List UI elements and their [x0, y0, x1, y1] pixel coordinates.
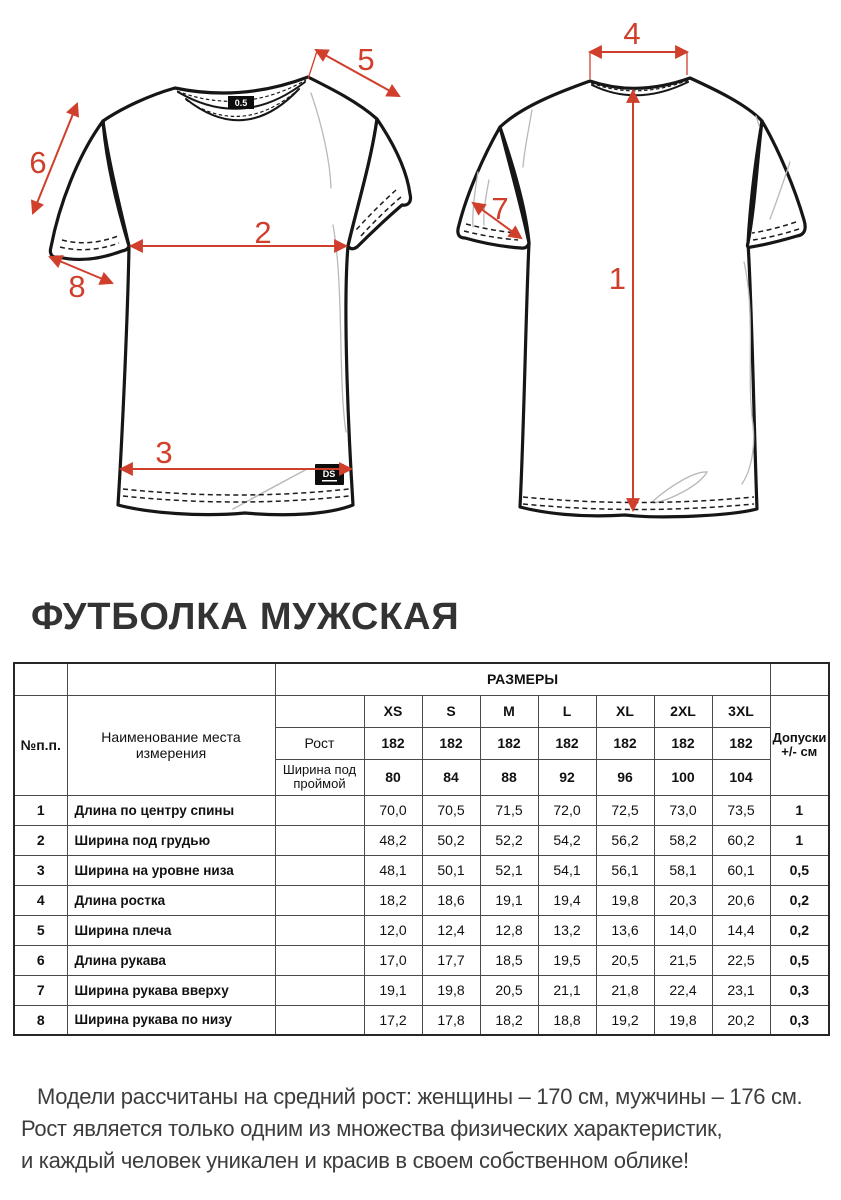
cell-value: 48,1: [364, 855, 422, 885]
size-table: [13, 662, 830, 1036]
cell-value: 18,2: [364, 885, 422, 915]
row-name: Длина ростка: [67, 885, 275, 915]
corner-header-cell: №п.п.: [14, 695, 67, 795]
tolerance-value: 0,5: [770, 945, 829, 975]
empty-cell: [14, 663, 67, 695]
row-number: 2: [14, 825, 67, 855]
footer-line-2: Рост является только одним из множества физических характеристик,: [21, 1115, 723, 1141]
cell-value: 20,5: [480, 975, 538, 1005]
cell-value: 19,8: [654, 1005, 712, 1035]
tshirt-measurement-diagram: [0, 0, 841, 575]
cell-value: 70,0: [364, 795, 422, 825]
underarm-value: 88: [480, 759, 538, 795]
cell-value: 17,7: [422, 945, 480, 975]
cell-value: 12,8: [480, 915, 538, 945]
underarm-value: 84: [422, 759, 480, 795]
row-name: Ширина плеча: [67, 915, 275, 945]
tolerance-header-cell: Допуски +/- см: [770, 695, 829, 795]
cell-value: 58,2: [654, 825, 712, 855]
table-row: [14, 795, 829, 825]
cell-value: 72,5: [596, 795, 654, 825]
row-number: 1: [14, 795, 67, 825]
empty-cell: [275, 915, 364, 945]
cell-value: 18,5: [480, 945, 538, 975]
measure-label-1: 1: [608, 261, 626, 296]
row-name: Ширина рукава по низу: [67, 1005, 275, 1035]
empty-cell: [275, 975, 364, 1005]
cell-value: 20,2: [712, 1005, 770, 1035]
footer-line-1: Модели рассчитаны на средний рост: женщины – 170 см, мужчины – 176 см.: [37, 1084, 803, 1109]
row-name: Длина рукава: [67, 945, 275, 975]
cell-value: 19,8: [422, 975, 480, 1005]
tolerance-value: 0,3: [770, 975, 829, 1005]
row-number: 8: [14, 1005, 67, 1035]
row-name: Длина по центру спины: [67, 795, 275, 825]
growth-value: 182: [596, 727, 654, 759]
size-header-l: L: [538, 695, 596, 727]
underarm-value: 100: [654, 759, 712, 795]
underarm-label-cell: Ширина под проймой: [275, 759, 364, 795]
cell-value: 21,1: [538, 975, 596, 1005]
front-view-drawing: [29, 42, 410, 515]
row-number: 4: [14, 885, 67, 915]
cell-value: 18,2: [480, 1005, 538, 1035]
row-name: Ширина под грудью: [67, 825, 275, 855]
cell-value: 60,1: [712, 855, 770, 885]
footer-line-3: и каждый человек уникален и красив в своем собственном облике!: [21, 1147, 689, 1173]
cell-value: 52,1: [480, 855, 538, 885]
table-header-row: [14, 695, 829, 727]
size-header-xs: XS: [364, 695, 422, 727]
cell-value: 22,5: [712, 945, 770, 975]
tolerance-value: 1: [770, 825, 829, 855]
measure-label-7: 7: [491, 191, 509, 226]
size-header-3xl: 3XL: [712, 695, 770, 727]
cell-value: 18,8: [538, 1005, 596, 1035]
cell-value: 19,8: [596, 885, 654, 915]
cell-value: 20,5: [596, 945, 654, 975]
cell-value: 17,0: [364, 945, 422, 975]
cell-value: 19,4: [538, 885, 596, 915]
size-header-2xl: 2XL: [654, 695, 712, 727]
measure-label-5: 5: [357, 42, 375, 77]
cell-value: 17,8: [422, 1005, 480, 1035]
growth-value: 182: [654, 727, 712, 759]
name-header-cell: Наименование места измерения: [67, 695, 275, 795]
cell-value: 70,5: [422, 795, 480, 825]
size-header-s: S: [422, 695, 480, 727]
cell-value: 20,6: [712, 885, 770, 915]
empty-cell: [275, 1005, 364, 1035]
tolerance-value: 0,2: [770, 915, 829, 945]
cell-value: 14,0: [654, 915, 712, 945]
cell-value: 56,2: [596, 825, 654, 855]
growth-value: 182: [422, 727, 480, 759]
empty-cell: [770, 663, 829, 695]
cell-value: 52,2: [480, 825, 538, 855]
measure-label-6: 6: [29, 145, 47, 180]
cell-value: 60,2: [712, 825, 770, 855]
cell-value: 54,2: [538, 825, 596, 855]
cell-value: 12,4: [422, 915, 480, 945]
cell-value: 21,5: [654, 945, 712, 975]
table-header-row: [14, 663, 829, 695]
cell-value: 18,6: [422, 885, 480, 915]
cell-value: 48,2: [364, 825, 422, 855]
row-name: Ширина на уровне низа: [67, 855, 275, 885]
front-body-outline: [103, 77, 377, 515]
tolerance-value: 0,2: [770, 885, 829, 915]
empty-cell: [275, 885, 364, 915]
cell-value: 20,3: [654, 885, 712, 915]
tolerance-value: 0,3: [770, 1005, 829, 1035]
empty-cell: [275, 945, 364, 975]
table-row: [14, 945, 829, 975]
row-number: 7: [14, 975, 67, 1005]
cell-value: 17,2: [364, 1005, 422, 1035]
growth-value: 182: [712, 727, 770, 759]
size-header-xl: XL: [596, 695, 654, 727]
measure-label-8: 8: [68, 269, 86, 304]
cell-value: 58,1: [654, 855, 712, 885]
measure-label-2: 2: [254, 215, 272, 250]
extension-line: [308, 51, 317, 79]
back-body-outline: [500, 78, 762, 517]
underarm-value: 92: [538, 759, 596, 795]
cell-value: 54,1: [538, 855, 596, 885]
footer-note: [21, 1081, 833, 1177]
cell-value: 13,6: [596, 915, 654, 945]
table-row: [14, 915, 829, 945]
cell-value: 73,0: [654, 795, 712, 825]
page-title: ФУТБОЛКА МУЖСКАЯ: [31, 596, 460, 638]
cell-value: 50,1: [422, 855, 480, 885]
row-name: Ширина рукава вверху: [67, 975, 275, 1005]
back-view-drawing: [458, 16, 805, 517]
cell-value: 56,1: [596, 855, 654, 885]
cell-value: 19,5: [538, 945, 596, 975]
cell-value: 19,1: [364, 975, 422, 1005]
cell-value: 23,1: [712, 975, 770, 1005]
size-header-m: M: [480, 695, 538, 727]
row-number: 5: [14, 915, 67, 945]
growth-value: 182: [538, 727, 596, 759]
measure-label-4: 4: [623, 16, 641, 51]
underarm-value: 104: [712, 759, 770, 795]
empty-cell: [67, 663, 275, 695]
cell-value: 22,4: [654, 975, 712, 1005]
measure-label-3: 3: [155, 435, 173, 470]
table-row: [14, 855, 829, 885]
empty-cell: [275, 825, 364, 855]
table-row: [14, 825, 829, 855]
growth-value: 182: [480, 727, 538, 759]
cell-value: 50,2: [422, 825, 480, 855]
row-number: 6: [14, 945, 67, 975]
underarm-value: 80: [364, 759, 422, 795]
row-number: 3: [14, 855, 67, 885]
cell-value: 72,0: [538, 795, 596, 825]
sizes-header-cell: РАЗМЕРЫ: [275, 663, 770, 695]
cell-value: 71,5: [480, 795, 538, 825]
growth-value: 182: [364, 727, 422, 759]
cell-value: 14,4: [712, 915, 770, 945]
underarm-value: 96: [596, 759, 654, 795]
hem-tag-text: DS: [322, 469, 336, 479]
neck-tag-text: 0.5: [234, 98, 248, 108]
cell-value: 12,0: [364, 915, 422, 945]
cell-value: 19,1: [480, 885, 538, 915]
tolerance-value: 0,5: [770, 855, 829, 885]
table-row: [14, 885, 829, 915]
hem-tag-subline: [322, 480, 337, 482]
empty-cell: [275, 855, 364, 885]
growth-label-cell: Рост: [275, 727, 364, 759]
empty-cell: [275, 795, 364, 825]
table-row: [14, 975, 829, 1005]
cell-value: 73,5: [712, 795, 770, 825]
cell-value: 21,8: [596, 975, 654, 1005]
table-row: [14, 1005, 829, 1035]
tolerance-value: 1: [770, 795, 829, 825]
cell-value: 13,2: [538, 915, 596, 945]
cell-value: 19,2: [596, 1005, 654, 1035]
empty-cell: [275, 695, 364, 727]
